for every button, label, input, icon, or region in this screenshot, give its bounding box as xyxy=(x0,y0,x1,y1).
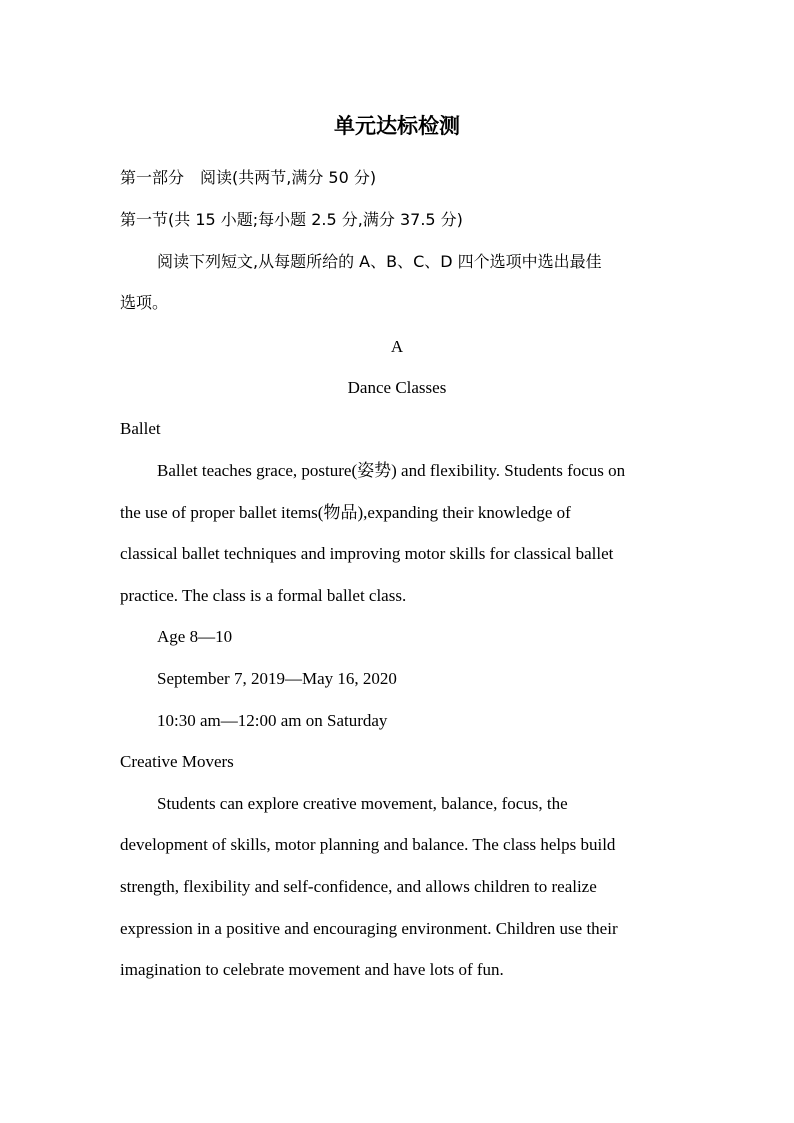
ballet-paragraph-line: the use of proper ballet items(物品),expanding their knowledge of xyxy=(120,503,571,522)
ballet-paragraph-line: Ballet teaches grace, posture(姿势) and flexibility. Students focus on xyxy=(157,461,626,480)
creative-paragraph-line: strength, flexibility and self-confidence, and allows children to realize xyxy=(120,877,597,896)
ballet-paragraph-line: practice. The class is a formal ballet class. xyxy=(120,586,407,605)
creative-paragraph-line: expression in a positive and encouraging environment. Children use their xyxy=(120,919,618,938)
page-title: 单元达标检测 xyxy=(334,114,460,138)
ballet-dates: September 7, 2019—May 16, 2020 xyxy=(157,669,397,688)
creative-paragraph-line: Students can explore creative movement, balance, focus, the xyxy=(157,794,568,813)
instruction-line: 阅读下列短文,从每题所给的 A、B、C、D 四个选项中选出最佳 xyxy=(157,252,602,271)
ballet-paragraph-line: classical ballet techniques and improving motor skills for classical ballet xyxy=(120,544,614,563)
section-heading: 第一节(共 15 小题;每小题 2.5 分,满分 37.5 分) xyxy=(120,210,463,229)
ballet-heading: Ballet xyxy=(120,419,161,438)
part-heading: 第一部分 阅读(共两节,满分 50 分) xyxy=(120,168,377,187)
creative-paragraph-line: development of skills, motor planning and balance. The class helps build xyxy=(120,835,616,854)
creative-paragraph-line: imagination to celebrate movement and have lots of fun. xyxy=(120,960,504,979)
ballet-time: 10:30 am—12:00 am on Saturday xyxy=(157,711,388,730)
creative-heading: Creative Movers xyxy=(120,752,234,771)
instruction-line: 选项。 xyxy=(120,293,169,312)
ballet-age: Age 8—10 xyxy=(157,627,233,646)
passage-label: A xyxy=(390,337,404,356)
passage-title: Dance Classes xyxy=(347,378,447,397)
